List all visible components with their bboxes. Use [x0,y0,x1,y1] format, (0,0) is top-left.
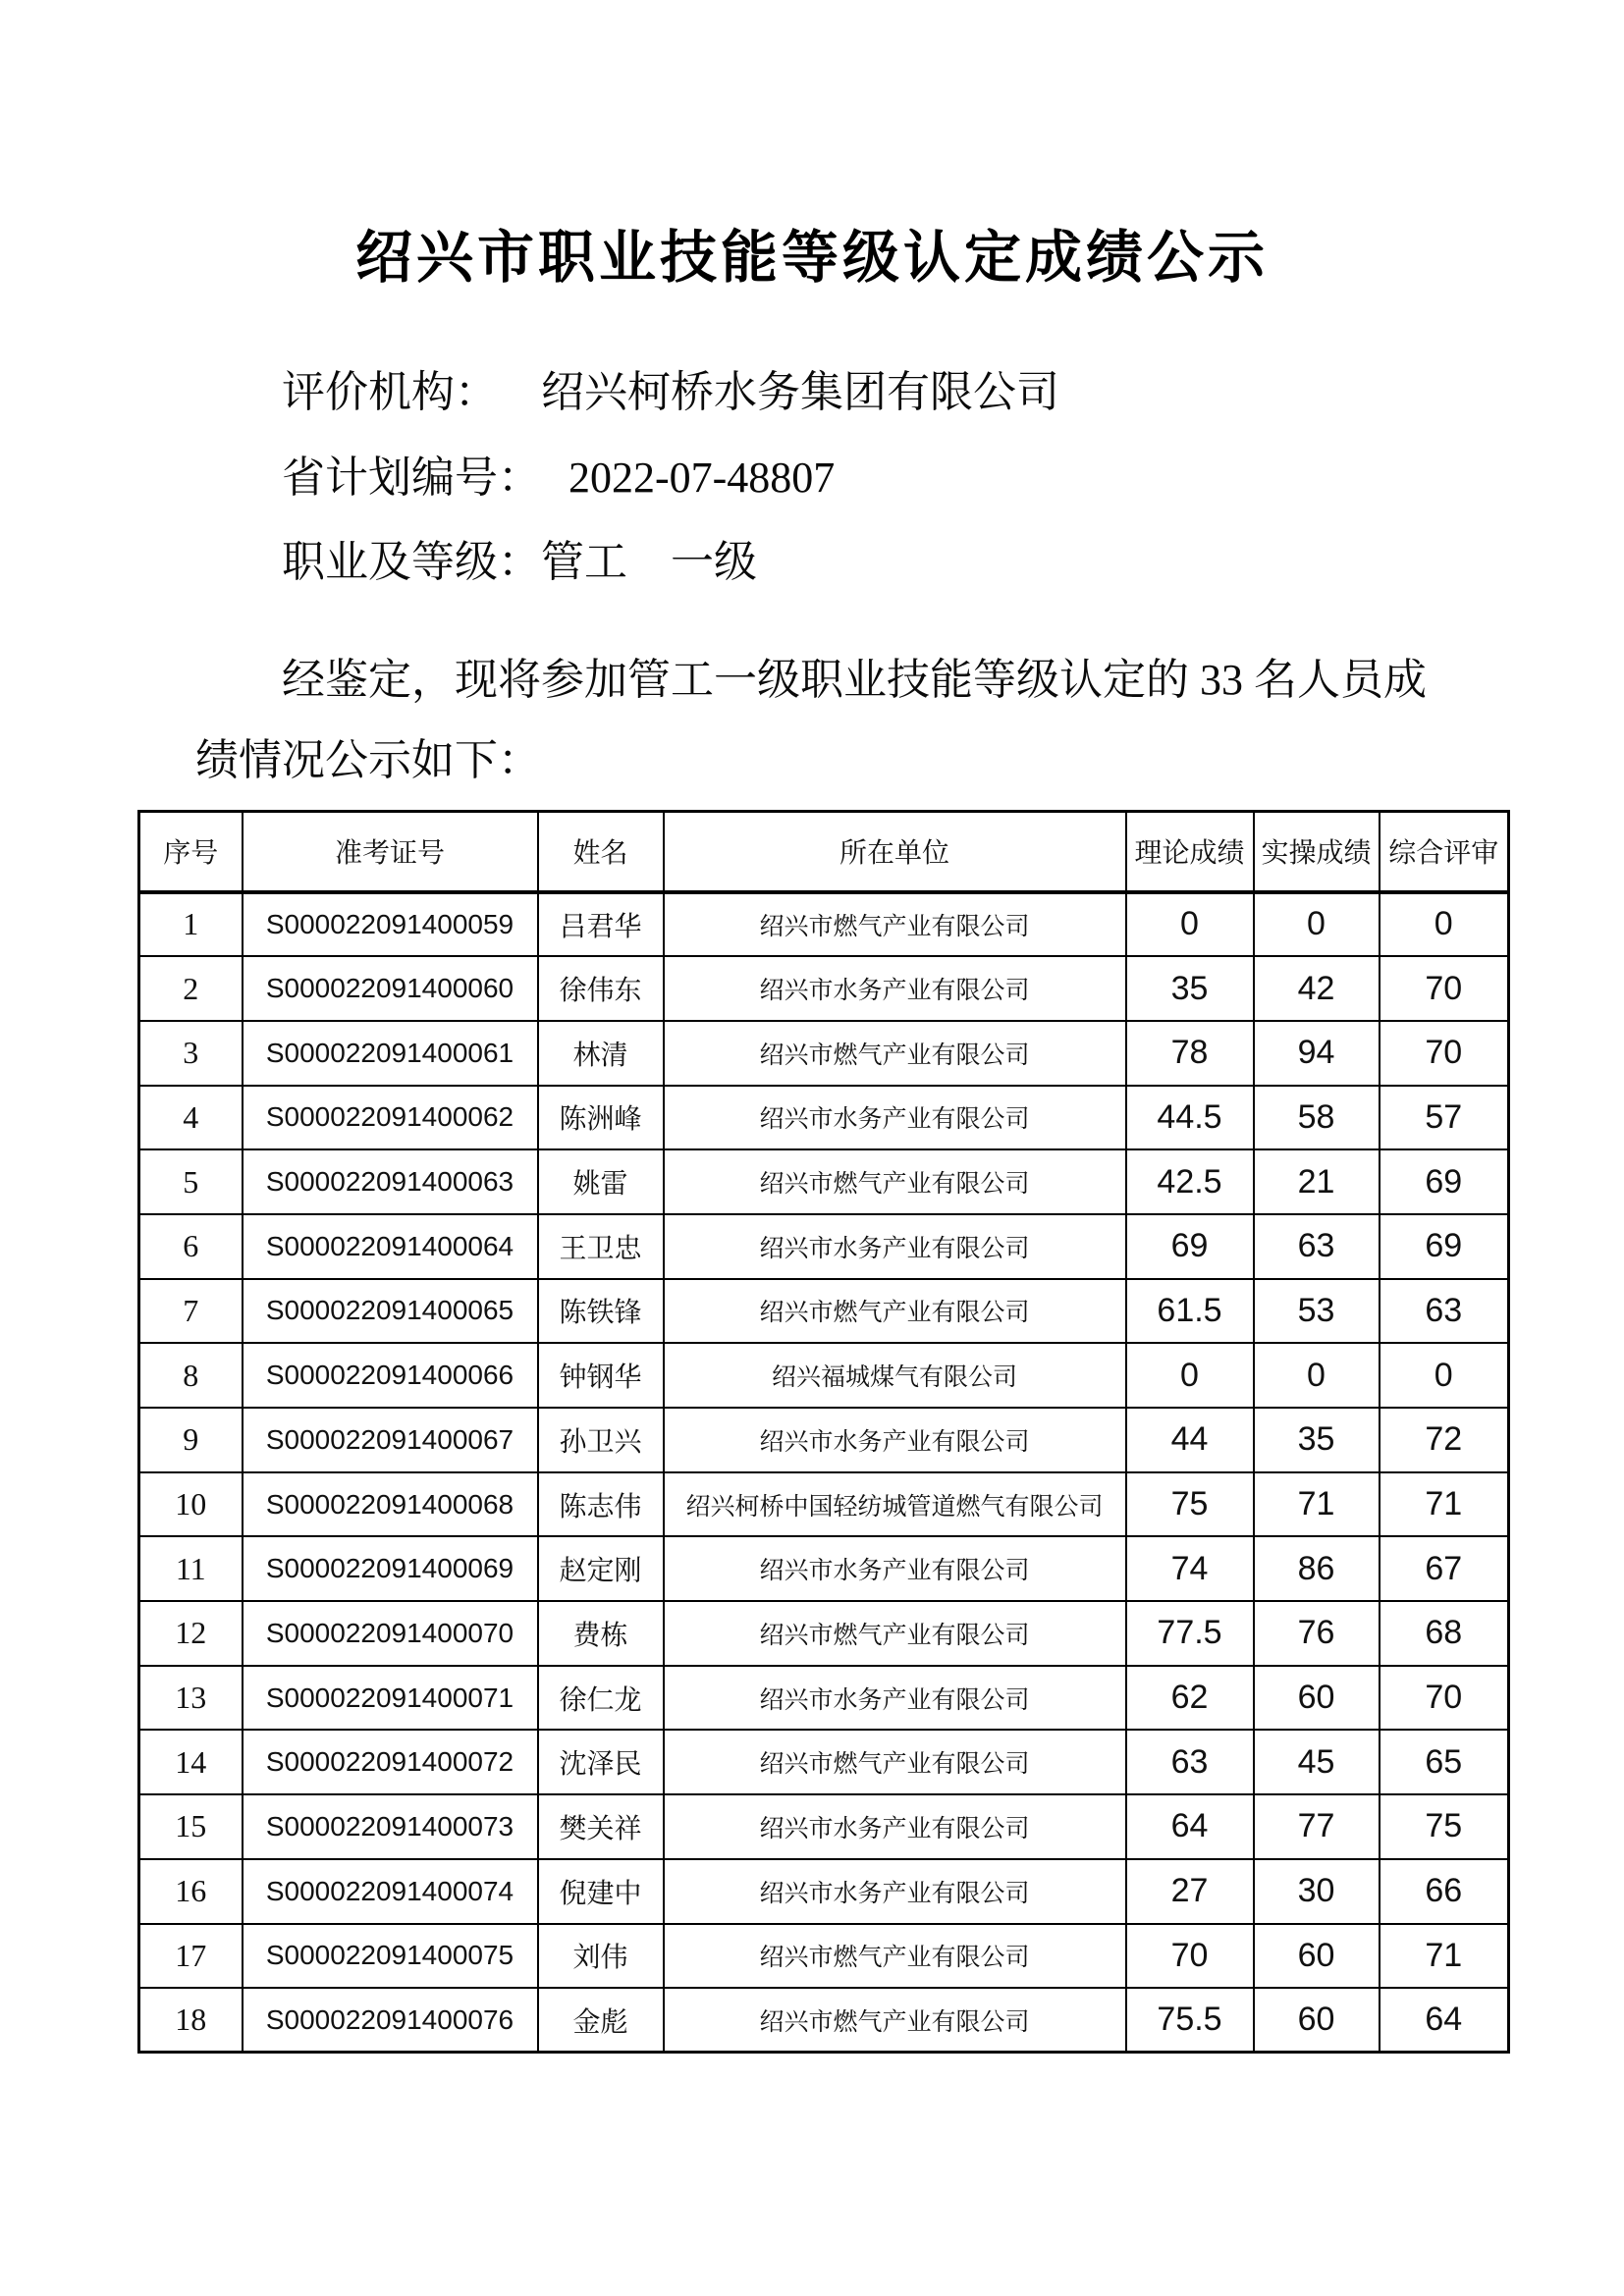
table-cell: 75.5 [1126,1988,1254,2053]
table-cell: 倪建中 [538,1859,664,1924]
table-cell: S000022091400066 [243,1343,538,1408]
table-cell: 76 [1254,1601,1380,1666]
table-row [139,1214,1509,1279]
table-row [139,1279,1509,1344]
table-cell: 9 [139,1408,243,1472]
table-cell: 陈志伟 [538,1472,664,1537]
table-cell: S000022091400059 [243,892,538,957]
table-cell: 27 [1126,1859,1254,1924]
table-cell: 3 [139,1021,243,1086]
table-cell: 70 [1126,1924,1254,1989]
table-row [139,1086,1509,1150]
table-cell: 77.5 [1126,1601,1254,1666]
table-cell: 樊关祥 [538,1794,664,1859]
table-cell: 63 [1254,1214,1380,1279]
table-cell: 75 [1126,1472,1254,1537]
occupation-line [282,538,757,586]
table-cell: 74 [1126,1536,1254,1601]
table-cell: 吕君华 [538,892,664,957]
table-cell: 0 [1126,892,1254,957]
table-cell: 绍兴市燃气产业有限公司 [664,1279,1126,1344]
table-cell: S000022091400069 [243,1536,538,1601]
table-row [139,1536,1509,1601]
column-header-index: 序号 [139,812,243,892]
table-cell: S000022091400067 [243,1408,538,1472]
table-cell: 7 [139,1279,243,1344]
announcement-paragraph-line1: 经鉴定，现将参加管工一级职业技能等级认定的 33 名人员成 [282,656,1427,704]
table-cell: 王卫忠 [538,1214,664,1279]
table-cell: 绍兴市水务产业有限公司 [664,1666,1126,1731]
table-cell: 60 [1254,1666,1380,1731]
plan-number-label: 省计划编号： [282,454,541,502]
table-cell: 6 [139,1214,243,1279]
table-row [139,892,1509,957]
table-cell: 林清 [538,1021,664,1086]
table-cell: 17 [139,1924,243,1989]
table-row [139,1472,1509,1537]
table-cell: S000022091400076 [243,1988,538,2053]
table-cell: 赵定刚 [538,1536,664,1601]
table-cell: 18 [139,1988,243,2053]
occupation-label: 职业及等级： [282,538,541,586]
table-row [139,1924,1509,1989]
table-cell: 4 [139,1086,243,1150]
column-header-exam-id: 准考证号 [243,812,538,892]
table-cell: 45 [1254,1730,1380,1794]
table-cell: 75 [1380,1794,1509,1859]
table-cell: S000022091400072 [243,1730,538,1794]
table-body [139,892,1509,2053]
table-cell: S000022091400074 [243,1859,538,1924]
table-cell: 10 [139,1472,243,1537]
table-cell: 陈洲峰 [538,1086,664,1150]
occupation-value: 管工 一级 [541,538,757,586]
table-cell: 70 [1380,956,1509,1021]
table-row [139,1149,1509,1214]
table-cell: 60 [1254,1988,1380,2053]
table-cell: 绍兴市燃气产业有限公司 [664,1730,1126,1794]
table-cell: 13 [139,1666,243,1731]
table-cell: S000022091400060 [243,956,538,1021]
table-cell: 66 [1380,1859,1509,1924]
table-cell: 71 [1254,1472,1380,1537]
table-cell: S000022091400062 [243,1086,538,1150]
table-cell: 86 [1254,1536,1380,1601]
agency-value: 绍兴柯桥水务集团有限公司 [541,368,1059,416]
table-cell: S000022091400071 [243,1666,538,1731]
table-cell: 44.5 [1126,1086,1254,1150]
agency-line [282,368,1059,416]
table-cell: 绍兴市燃气产业有限公司 [664,1601,1126,1666]
table-cell: 70 [1380,1021,1509,1086]
table-cell: 77 [1254,1794,1380,1859]
table-cell: 绍兴市水务产业有限公司 [664,1086,1126,1150]
agency-label: 评价机构： [282,368,498,416]
table-cell: 62 [1126,1666,1254,1731]
table-cell: 68 [1380,1601,1509,1666]
table-cell: 0 [1254,892,1380,957]
table-cell: S000022091400063 [243,1149,538,1214]
table-cell: 65 [1380,1730,1509,1794]
table-cell: 绍兴市燃气产业有限公司 [664,1021,1126,1086]
table-cell: 78 [1126,1021,1254,1086]
table-cell: 69 [1126,1214,1254,1279]
table-row [139,1601,1509,1666]
table-cell: 71 [1380,1472,1509,1537]
table-cell: 70 [1380,1666,1509,1731]
table-cell: 绍兴市燃气产业有限公司 [664,1988,1126,2053]
announcement-paragraph-line2: 绩情况公示如下： [195,736,541,784]
table-cell: 69 [1380,1149,1509,1214]
table-row [139,956,1509,1021]
table-cell: 44 [1126,1408,1254,1472]
table-cell: 1 [139,892,243,957]
table-cell: 绍兴市水务产业有限公司 [664,956,1126,1021]
table-cell: 94 [1254,1021,1380,1086]
table-cell: S000022091400073 [243,1794,538,1859]
column-header-name: 姓名 [538,812,664,892]
table-cell: 57 [1380,1086,1509,1150]
table-cell: 0 [1380,892,1509,957]
table-cell: 5 [139,1149,243,1214]
table-cell: 绍兴市燃气产业有限公司 [664,1924,1126,1989]
table-cell: 71 [1380,1924,1509,1989]
table-cell: 绍兴市水务产业有限公司 [664,1214,1126,1279]
table-cell: 绍兴市水务产业有限公司 [664,1408,1126,1472]
table-cell: 12 [139,1601,243,1666]
table-cell: S000022091400070 [243,1601,538,1666]
table-cell: 60 [1254,1924,1380,1989]
table-cell: 绍兴市水务产业有限公司 [664,1794,1126,1859]
table-cell: S000022091400064 [243,1214,538,1279]
table-cell: 绍兴市燃气产业有限公司 [664,1149,1126,1214]
table-cell: 钟钢华 [538,1343,664,1408]
table-cell: 30 [1254,1859,1380,1924]
table-cell: 42.5 [1126,1149,1254,1214]
table-cell: S000022091400068 [243,1472,538,1537]
table-cell: 0 [1254,1343,1380,1408]
table-row [139,1021,1509,1086]
table-cell: 35 [1254,1408,1380,1472]
table-cell: 绍兴福城煤气有限公司 [664,1343,1126,1408]
table-cell: 11 [139,1536,243,1601]
table-cell: 费栋 [538,1601,664,1666]
table-row [139,1794,1509,1859]
table-cell: 刘伟 [538,1924,664,1989]
table-header-row [139,812,1509,892]
table-cell: 69 [1380,1214,1509,1279]
table-cell: 陈铁锋 [538,1279,664,1344]
table-cell: 16 [139,1859,243,1924]
table-cell: 徐仁龙 [538,1666,664,1731]
table-cell: 绍兴柯桥中国轻纺城管道燃气有限公司 [664,1472,1126,1537]
plan-number-value: 2022-07-48807 [568,454,836,502]
table-cell: 72 [1380,1408,1509,1472]
table-cell: 14 [139,1730,243,1794]
table-row [139,1730,1509,1794]
page-title: 绍兴市职业技能等级认定成绩公示 [354,226,1269,290]
table-cell: 58 [1254,1086,1380,1150]
table-cell: 64 [1126,1794,1254,1859]
column-header-employer: 所在单位 [664,812,1126,892]
table-cell: 35 [1126,956,1254,1021]
table-cell: 徐伟东 [538,956,664,1021]
table-cell: 绍兴市燃气产业有限公司 [664,892,1126,957]
table-cell: 沈泽民 [538,1730,664,1794]
table-cell: 2 [139,956,243,1021]
table-cell: 姚雷 [538,1149,664,1214]
table-cell: 0 [1380,1343,1509,1408]
plan-number-line [282,456,835,500]
table-cell: 21 [1254,1149,1380,1214]
table-cell: S000022091400075 [243,1924,538,1989]
table-cell: 绍兴市水务产业有限公司 [664,1859,1126,1924]
table-cell: 15 [139,1794,243,1859]
table-cell: 绍兴市水务产业有限公司 [664,1536,1126,1601]
table-row [139,1343,1509,1408]
column-header-overall-review: 综合评审 [1380,812,1509,892]
table-row [139,1859,1509,1924]
table-cell: 67 [1380,1536,1509,1601]
table-cell: 0 [1126,1343,1254,1408]
table-cell: 孙卫兴 [538,1408,664,1472]
table-cell: S000022091400061 [243,1021,538,1086]
table-cell: 53 [1254,1279,1380,1344]
table-row [139,1408,1509,1472]
column-header-theory-score: 理论成绩 [1126,812,1254,892]
table-row [139,1666,1509,1731]
table-cell: 61.5 [1126,1279,1254,1344]
results-table [137,810,1510,2054]
table-cell: 63 [1126,1730,1254,1794]
table-cell: 63 [1380,1279,1509,1344]
table-cell: 64 [1380,1988,1509,2053]
column-header-practical-score: 实操成绩 [1254,812,1380,892]
table-cell: 8 [139,1343,243,1408]
table-row [139,1988,1509,2053]
table-cell: 42 [1254,956,1380,1021]
table-cell: S000022091400065 [243,1279,538,1344]
table-cell: 金彪 [538,1988,664,2053]
